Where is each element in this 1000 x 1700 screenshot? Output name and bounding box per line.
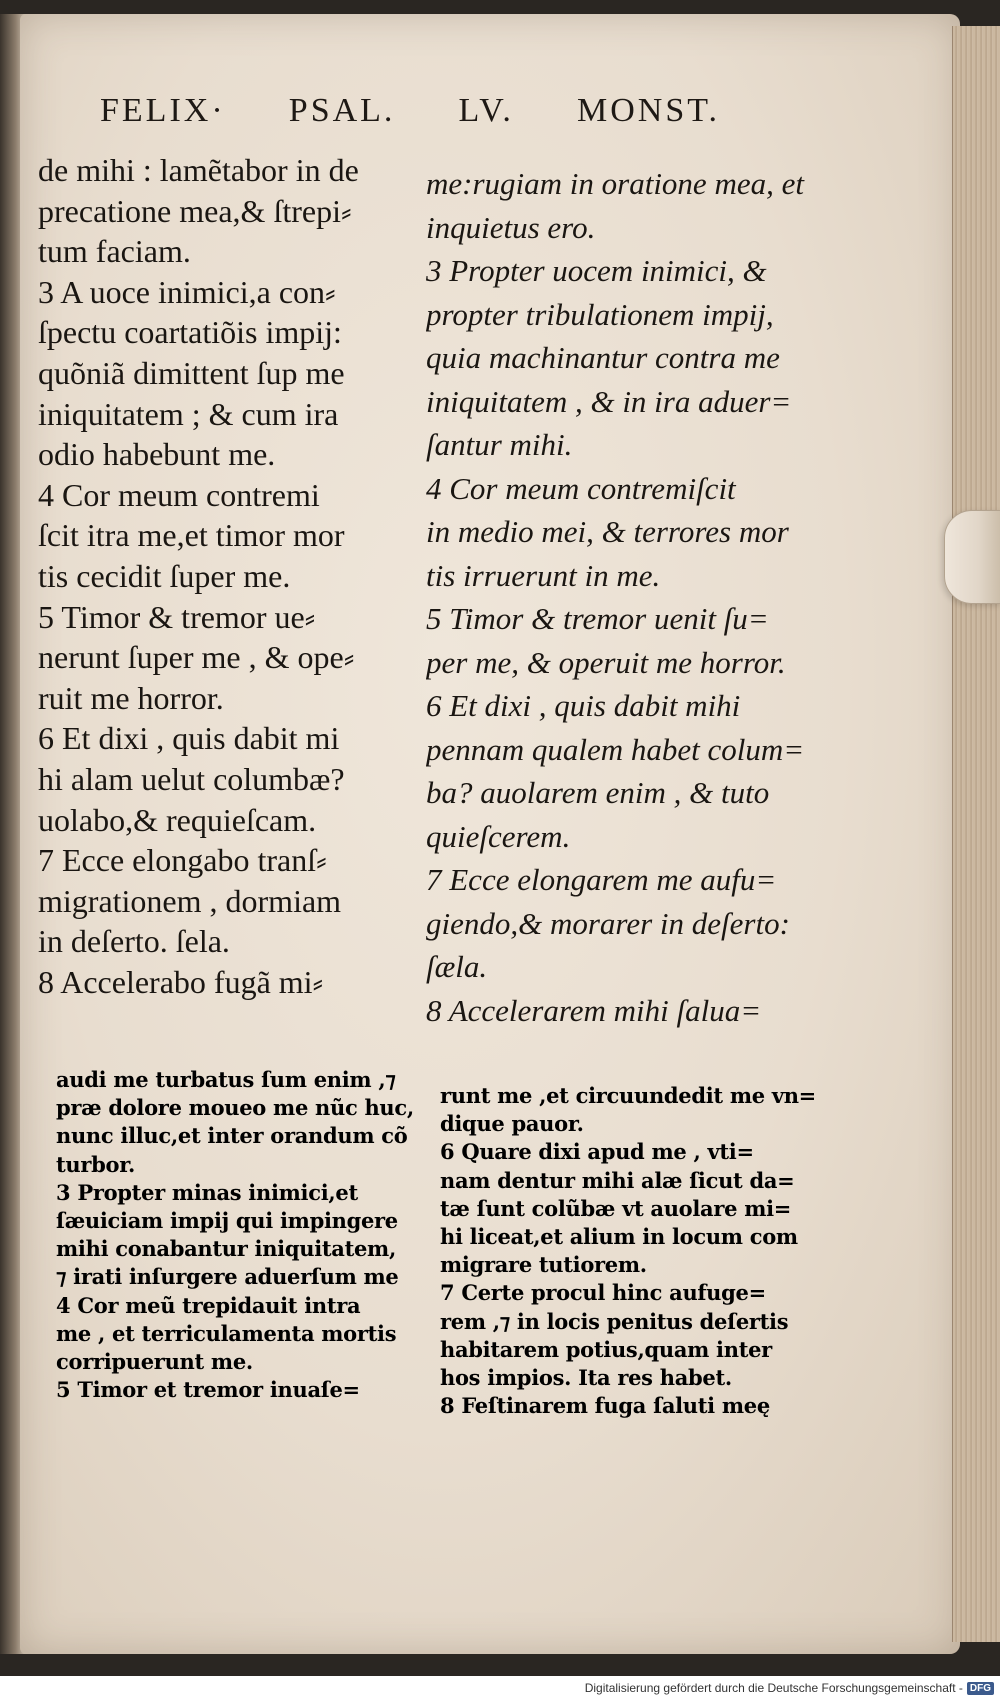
book-clasp bbox=[944, 510, 1000, 604]
left-german-blackletter-block bbox=[56, 1066, 416, 1404]
header-word-number: LV. bbox=[458, 92, 514, 129]
text-line: quõniã dimittent ſup me bbox=[38, 354, 345, 391]
text-line: quieſcerem. bbox=[426, 818, 571, 854]
text-line: tæ ſunt colũbæ vt auolare mi= bbox=[440, 1195, 792, 1221]
right-latin-column bbox=[426, 162, 846, 1032]
text-line: turbor. bbox=[56, 1151, 136, 1177]
text-line: hi alam uelut columbæ? bbox=[38, 760, 345, 797]
text-line: in deſerto. ſela. bbox=[38, 923, 230, 960]
header-word-monst: MONST. bbox=[577, 92, 720, 129]
text-line: 7 Ecce elongarem me aufu= bbox=[426, 862, 777, 897]
text-line: 6 Et dixi , quis dabit mihi bbox=[426, 688, 741, 723]
text-line: 3 A uoce inimici,a con⸗ bbox=[38, 273, 336, 310]
text-line: inquietus ero. bbox=[426, 209, 596, 245]
text-line: 6 Et dixi , quis dabit mi bbox=[38, 720, 340, 757]
text-line: quia machinantur contra me bbox=[426, 340, 780, 375]
text-line: 8 Accelerarem mihi ſalua= bbox=[426, 992, 762, 1028]
text-line: pennam qualem habet colum= bbox=[426, 731, 805, 767]
text-line: 6 Quare dixi apud me , vti= bbox=[440, 1139, 754, 1165]
text-line: tis irruerunt in me. bbox=[426, 557, 661, 593]
text-line: de mihi : lamẽtabor in de bbox=[38, 152, 359, 188]
text-line: me , et terriculamenta mortis bbox=[56, 1320, 397, 1346]
text-line: 5 Timor & tremor ue⸗ bbox=[38, 598, 316, 635]
text-line: nerunt ſuper me , & ope⸗ bbox=[38, 639, 355, 676]
text-line: 8 Feſtinarem fuga ſaluti meę bbox=[440, 1393, 770, 1419]
text-line: giendo,& morarer in deſerto: bbox=[426, 905, 790, 941]
text-line: 5 Timor et tremor inuaſe= bbox=[56, 1377, 360, 1403]
text-line: corripuerunt me. bbox=[56, 1349, 253, 1375]
text-line: 7 Certe procul hinc aufuge= bbox=[440, 1280, 766, 1306]
text-line: me:rugiam in oratione mea, et bbox=[426, 166, 804, 201]
credit-text: Digitalisierung gefördert durch die Deutsche Forschungsgemeinschaft - bbox=[584, 1681, 963, 1695]
text-line: propter tribulationem impij, bbox=[426, 296, 774, 332]
digitization-credit bbox=[585, 1681, 994, 1695]
text-line: migrationem , dormiam bbox=[38, 882, 342, 919]
text-line: præ dolore moueo me nũc huc, bbox=[56, 1095, 414, 1121]
header-word-psal: PSAL. bbox=[288, 92, 396, 129]
text-line: 7 Ecce elongabo tranſ⸗ bbox=[38, 842, 327, 879]
text-line: 8 Accelerabo fugã mi⸗ bbox=[38, 963, 324, 1000]
text-line: ſpectu coartatiõis impij: bbox=[38, 314, 342, 351]
text-line: nam dentur mihi alæ ſicut da= bbox=[440, 1167, 795, 1193]
running-header bbox=[100, 92, 720, 130]
text-line: ſantur mihi. bbox=[426, 427, 573, 462]
text-line: rem ,⁊ in locis penitus deſertis bbox=[440, 1308, 789, 1334]
text-line: tum faciam. bbox=[38, 233, 191, 270]
text-line: audi me turbatus ſum enim ,⁊ bbox=[56, 1067, 396, 1092]
page-fore-edge bbox=[952, 26, 1000, 1642]
dfg-logo-icon: DFG bbox=[967, 1682, 994, 1695]
text-line: uolabo,& requieſcam. bbox=[38, 801, 317, 838]
text-line: iniquitatem ; & cum ira bbox=[38, 395, 339, 432]
header-word-felix: FELIX· bbox=[100, 92, 226, 129]
text-line: iniquitatem , & in ira aduer= bbox=[426, 383, 792, 419]
text-line: 5 Timor & tremor uenit ſu= bbox=[426, 601, 769, 636]
text-line: ſcit itra me,et timor mor bbox=[38, 517, 345, 554]
text-line: 3 Propter minas inimici,et bbox=[56, 1179, 358, 1205]
right-german-blackletter-block bbox=[440, 1082, 840, 1420]
text-line: ba? auolarem enim , & tuto bbox=[426, 775, 770, 810]
text-line: in medio mei, & terrores mor bbox=[426, 514, 789, 549]
text-line: ſæla. bbox=[426, 949, 488, 984]
text-line: hos impios. Ita res habet. bbox=[440, 1365, 732, 1391]
text-line: hi liceat,et alium in locum com bbox=[440, 1224, 798, 1250]
text-line: precatione mea,& ſtrepi⸗ bbox=[38, 192, 352, 229]
text-line: habitarem potius,quam inter bbox=[440, 1336, 772, 1362]
text-line: ⁊ irati inſurgere aduerſum me bbox=[56, 1264, 399, 1290]
text-line: 4 Cor meũ trepidauit intra bbox=[56, 1292, 361, 1318]
text-line: 3 Propter uocem inimici, & bbox=[426, 253, 767, 288]
text-line: runt me ,et circuundedit me vn= bbox=[440, 1083, 816, 1108]
text-line: ſæuiciam impij qui impingere bbox=[56, 1208, 398, 1234]
text-line: ruit me horror. bbox=[38, 679, 224, 716]
text-line: per me, & operuit me horror. bbox=[426, 644, 786, 680]
text-line: nunc illuc,et inter orandum cõ bbox=[56, 1123, 408, 1149]
text-line: 4 Cor meum contremi bbox=[38, 476, 320, 513]
text-line: dique pauor. bbox=[440, 1111, 584, 1137]
text-line: 4 Cor meum contremiſcit bbox=[426, 470, 736, 506]
text-line: migrare tutiorem. bbox=[440, 1252, 647, 1278]
text-line: odio habebunt me. bbox=[38, 436, 276, 473]
text-line: tis cecidit ſuper me. bbox=[38, 557, 291, 594]
text-line: mihi conabantur iniquitatem, bbox=[56, 1236, 396, 1262]
left-latin-column bbox=[38, 150, 408, 1002]
